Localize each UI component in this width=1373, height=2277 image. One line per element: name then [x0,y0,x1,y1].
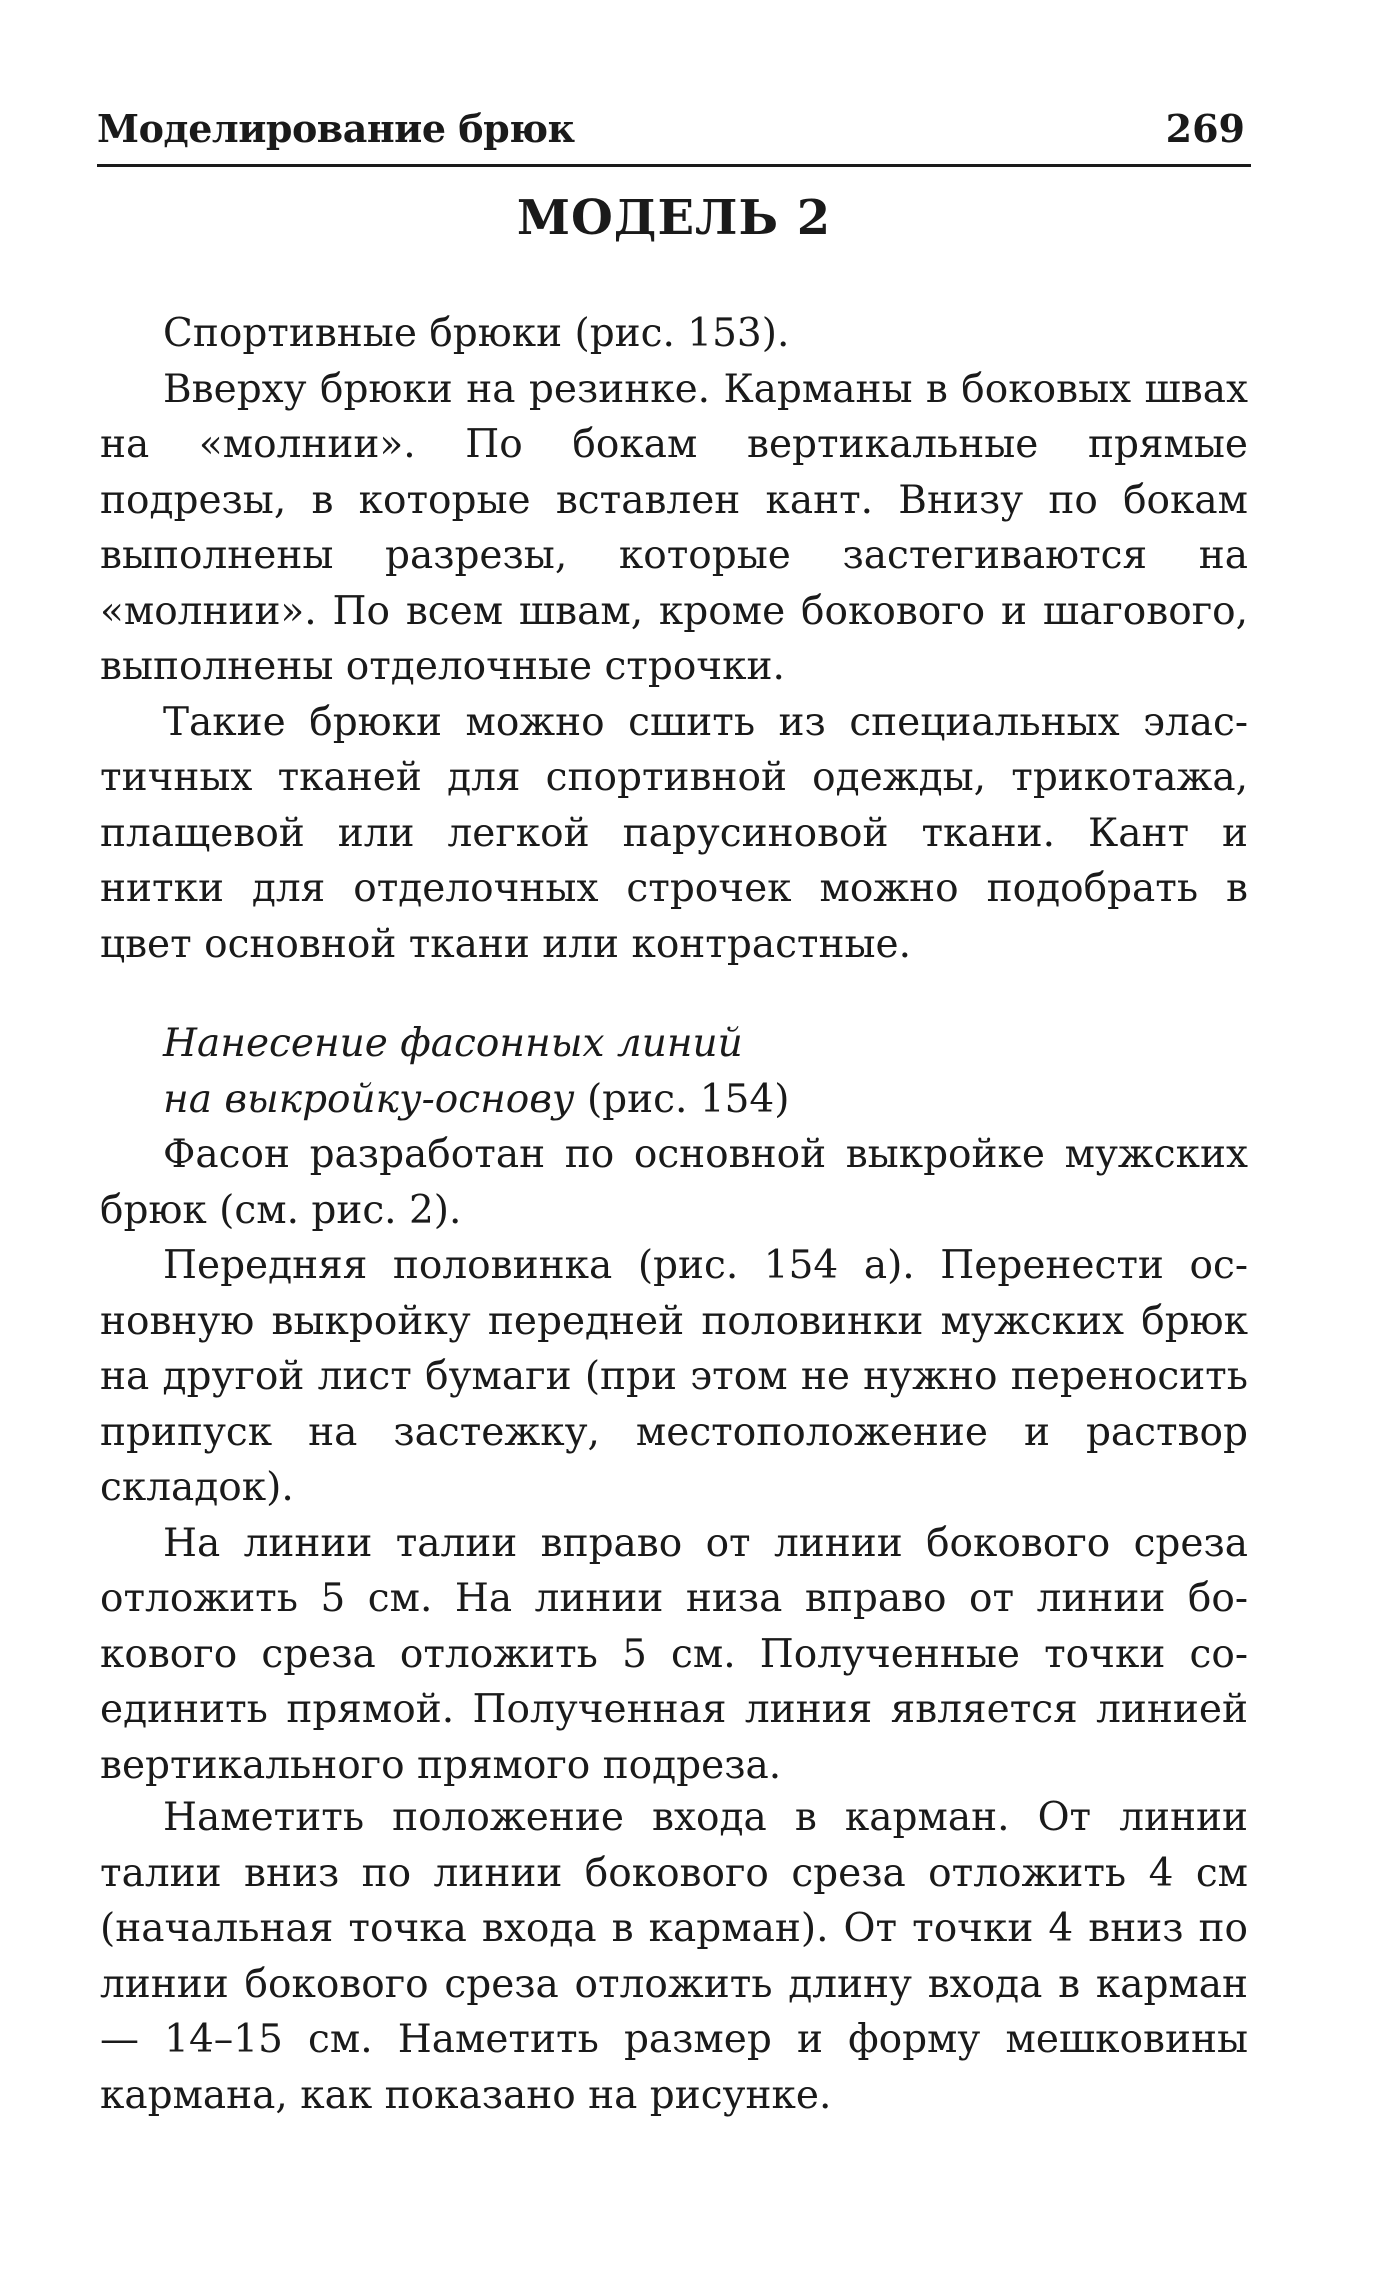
pocket-section [100,1790,1248,2123]
subheading-line-1: Нанесение фасонных линий [163,1021,743,1066]
paragraph-front-half: Передняя половинка (рис. 154 а). Перенести основную выкройку передней половинки мужских брюк на другой лист бумаги (при этом не нужно переносить припуск на застежку, местоположение и раствор складок). [100,1243,1248,1510]
paragraph-style-basis: Фасон разработан по основной выкройке мужских брюк (см. рис. 2). [100,1132,1248,1233]
page-number: 269 [1165,106,1245,151]
paragraph-model-caption: Спортивные брюки (рис. 153). [163,311,790,356]
subheading-italic-part: на выкройку-основу [163,1076,575,1122]
paragraph-pocket-entry: Наметить положение входа в карман. От линии талии вниз по линии бокового среза отложить 4 см (начальная точка входа в карман). От точки 4 вниз по линии бокового среза отложить длину входа в карман — 14–15 см. Наметить размер и форму мешковины кармана, как показано на рисунке. [100,1795,1248,2118]
subheading-line-2 [163,1072,1248,1128]
model-title: МОДЕЛЬ 2 [516,190,832,246]
paragraph-model-description: Вверху брюки на резинке. Карманы в боковых швах на «молнии». По бокам вертикальные прямые подрезы, в которые вставлен кант. Внизу по бокам выполнены разрезы, которые застегиваются на «молнии». По всем швам, кроме бокового и шагового, выполнены отделочные строчки. [100,366,1248,689]
running-header [97,104,1251,167]
paragraph-waist-line: На линии талии вправо от линии бокового среза отложить 5 см. На линии низа вправо от линии бокового среза отложить 5 см. Полученные точки соединить прямой. Полученная линия является линией вертикального прямого подреза. [100,1520,1248,1788]
intro-section [100,306,1248,972]
section-subheading [163,1016,1248,1127]
instructions-section [100,1127,1248,1793]
subheading-figure-ref: (рис. 154) [574,1076,790,1122]
paragraph-fabric-advice: Такие брюки можно сшить из специальных эластичных тканей для спортивной одежды, трикотажа, плащевой или легкой парусиновой ткани. Кант и нитки для отделочных строчек можно подобрать в цвет основной ткани или контрастные. [100,699,1248,967]
running-title: Моделирование брюк [97,106,575,151]
